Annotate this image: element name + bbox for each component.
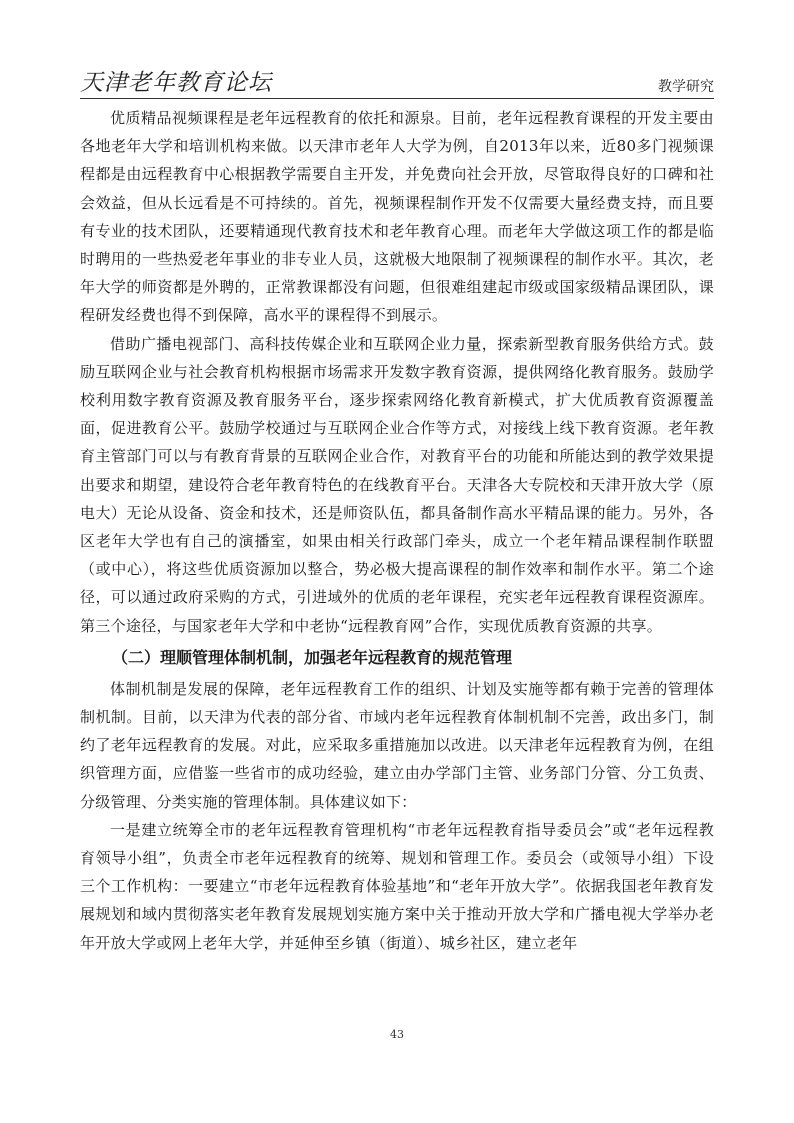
- header-rule: [80, 98, 714, 99]
- paragraph-1: 优质精品视频课程是老年远程教育的依托和源泉。目前，老年远程教育课程的开发主要由各地老年大学和培训机构来做。以天津市老年人大学为例，自2013年以来，近80多门视频课程都是由远程教育中心根据教学需要自主开发，并免费向社会开放，尽管取得良好的口碑和社会效益，但从长远看是不可持续的。首先，视频课程制作开发不仅需要大量经费支持，而且要有专业的技术团队，还要精通现代教育技术和老年教育心理。而老年大学做这项工作的都是临时聘用的一些热爱老年事业的非专业人员，这就极大地限制了视频课程的制作水平。其次，老年大学的师资都是外聘的，正常教课都没有问题，但很难组建起市级或国家级精品课团队，课程研发经费也得不到保障，高水平的课程得不到展示。: [80, 109, 714, 325]
- paragraph-2: 借助广播电视部门、高科技传媒企业和互联网企业力量，探索新型教育服务供给方式。鼓励互联网企业与社会教育机构根据市场需求开发数字教育资源，提供网络化教育服务。鼓励学校利用数字教育资源及教育服务平台，逐步探索网络化教育新模式，扩大优质教育资源覆盖面，促进教育公平。鼓励学校通过与互联网企业合作等方式，对接线上线下教育资源。老年教育主管部门可以与有教育背景的互联网企业合作，对教育平台的功能和所能达到的教学效果提出要求和期望，建设符合老年教育特色的在线教育平台。天津各大专院校和天津开放大学（原电大）无论从设备、资金和技术，还是师资队伍，都具备制作高水平精品课的能力。另外，各区老年大学也有自己的演播室，如果由相关行政部门牵头，成立一个老年精品课程制作联盟（或中心），将这些优质资源加以整合，势必极大提高课程的制作效率和制作水平。第二个途径，可以通过政府采购的方式，引进域外的优质的老年课程，充实老年远程教育课程资源库。第三个途径，与国家老年大学和中老协“远程教育网”合作，实现优质教育资源的共享。: [80, 334, 714, 635]
- paragraph-3: 体制机制是发展的保障，老年远程教育工作的组织、计划及实施等都有赖于完善的管理体制机制。目前，以天津为代表的部分省、市域内老年远程教育体制机制不完善，政出多门，制约了老年远程教育的发展。对此，应采取多重措施加以改进。以天津老年远程教育为例，在组织管理方面，应借鉴一些省市的成功经验，建立由办学部门主管、业务部门分管、分工负责、分级管理、分类实施的管理体制。具体建议如下：: [80, 679, 714, 811]
- paragraph-4: 一是建立统筹全市的老年远程教育管理机构“市老年远程教育指导委员会”或“老年远程教育领导小组”，负责全市老年远程教育的统筹、规划和管理工作。委员会（或领导小组）下设三个工作机构：一要建立“市老年远程教育体验基地”和“老年开放大学”。依据我国老年教育发展规划和域内贯彻落实老年教育发展规划实施方案中关于推动开放大学和广播电视大学举办老年开放大学或网上老年大学，并延伸至乡镇（街道）、城乡社区，建立老年: [80, 820, 714, 952]
- section-heading: （二）理顺管理体制机制，加强老年远程教育的规范管理: [112, 647, 513, 667]
- journal-logo: 天津老年教育论坛: [80, 70, 272, 96]
- section-name: 教学研究: [658, 79, 714, 95]
- article-body: [80, 104, 714, 957]
- page-header: [80, 62, 714, 98]
- page-number: 43: [390, 1028, 404, 1041]
